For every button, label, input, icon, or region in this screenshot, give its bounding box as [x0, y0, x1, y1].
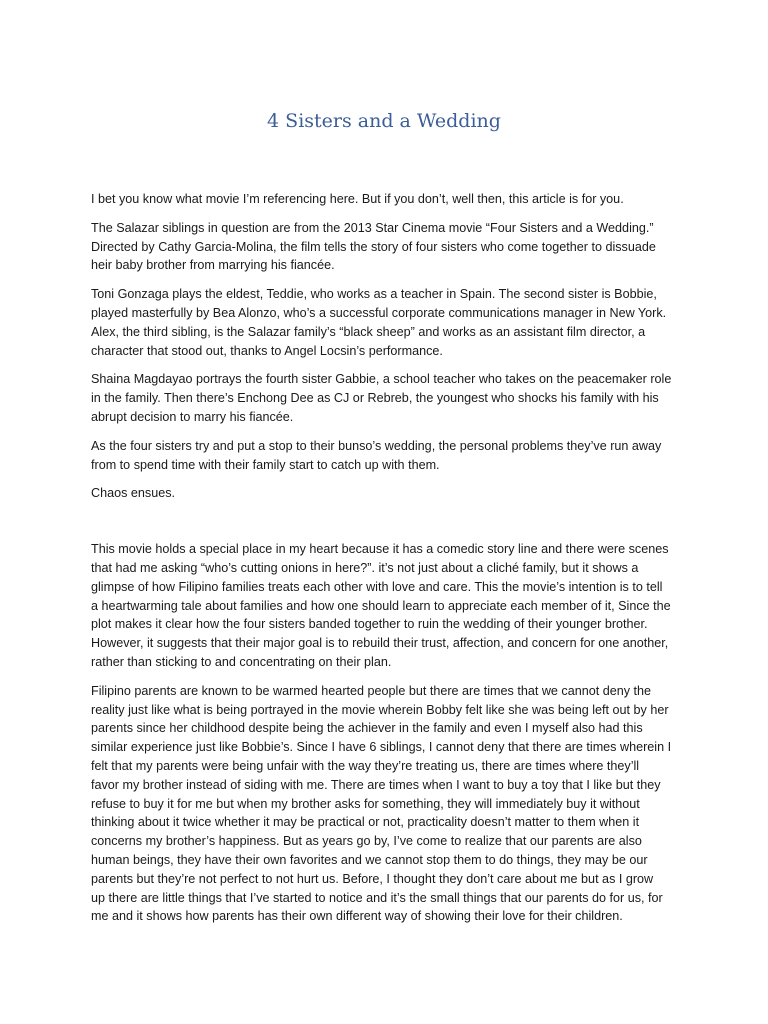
article-title: 4 Sisters and a Wedding: [267, 110, 501, 132]
paragraph: Shaina Magdayao portrays the fourth sister Gabbie, a school teacher who takes on the peacemaker role in the family. Then there’s Enchong Dee as CJ or Rebreb, the youngest who shocks his family with his abrupt decision to marry his fiancée.: [91, 372, 672, 424]
paragraph: Toni Gonzaga plays the eldest, Teddie, who works as a teacher in Spain. The second sister is Bobbie, played masterfully by Bea Alonzo, who’s a successful corporate communications manager in New York. Alex, the third sibling, is the Salazar family’s “black sheep” and works as an assistant film director, a character that stood out, thanks to Angel Locsin’s performance.: [91, 287, 667, 358]
paragraph: Chaos ensues.: [91, 486, 176, 501]
paragraph: Filipino parents are known to be warmed hearted people but there are times that we cannot deny the reality just like what is being portrayed in the movie wherein Bobby felt like she was being left out by her parents since her childhood despite being the achiever in the family and even I myself also had this similar experience just like Bobbie’s. Since I have 6 siblings, I cannot deny that there are times wherein I felt that my parents were being unfair with the way they’re treating us, there are times where they’ll favor my brother instead of siding with me. There are times when I want to buy a toy that I like but they refuse to buy it for me but when my brother asks for something, they will immediately buy it without thinking about it twice whether it may be practical or not, practicality doesn’t matter to them when it concerns my brother’s happiness. But as years go by, I’ve come to realize that our parents are also human beings, they have their own favorites and we cannot stop them to do things, they may be our parents but they’re not perfect to not hurt us. Before, I thought they don’t care about me but as I grow up there are little things that I’ve started to notice and it’s the small things that our parents do for us, for me and it shows how parents has their own different way of showing their love for their children.: [91, 683, 672, 924]
paragraph: I bet you know what movie I’m referencing here. But if you don’t, well then, this article is for you.: [91, 192, 624, 206]
paragraph: The Salazar siblings in question are from the 2013 Star Cinema movie “Four Sisters and a Wedding.” Directed by Cathy Garcia-Molina, the film tells the story of four sisters who come together to dissuade heir baby brother from marrying his fiancée.: [91, 220, 656, 273]
article-body: [91, 190, 681, 936]
paragraph: As the four sisters try and put a stop to their bunso’s wedding, the personal problems they’ve run away from to spend time with their family start to catch up with them.: [91, 438, 662, 472]
paragraph: This movie holds a special place in my heart because it has a comedic story line and there were scenes that had me asking “who’s cutting onions in here?”. it’s not just about a cliché family, but it shows a glimpse of how Filipino families treats each other with love and care. This the movie’s intention is to tell a heartwarming tale about families and how one should learn to appreciate each member of it, Since the plot makes it clear how the four sisters banded together to ruin the wedding of their younger brother. However, it suggests that their major goal is to rebuild their trust, affection, and concern for one another, rather than sticking to and concentrating on their plan.: [91, 542, 671, 669]
